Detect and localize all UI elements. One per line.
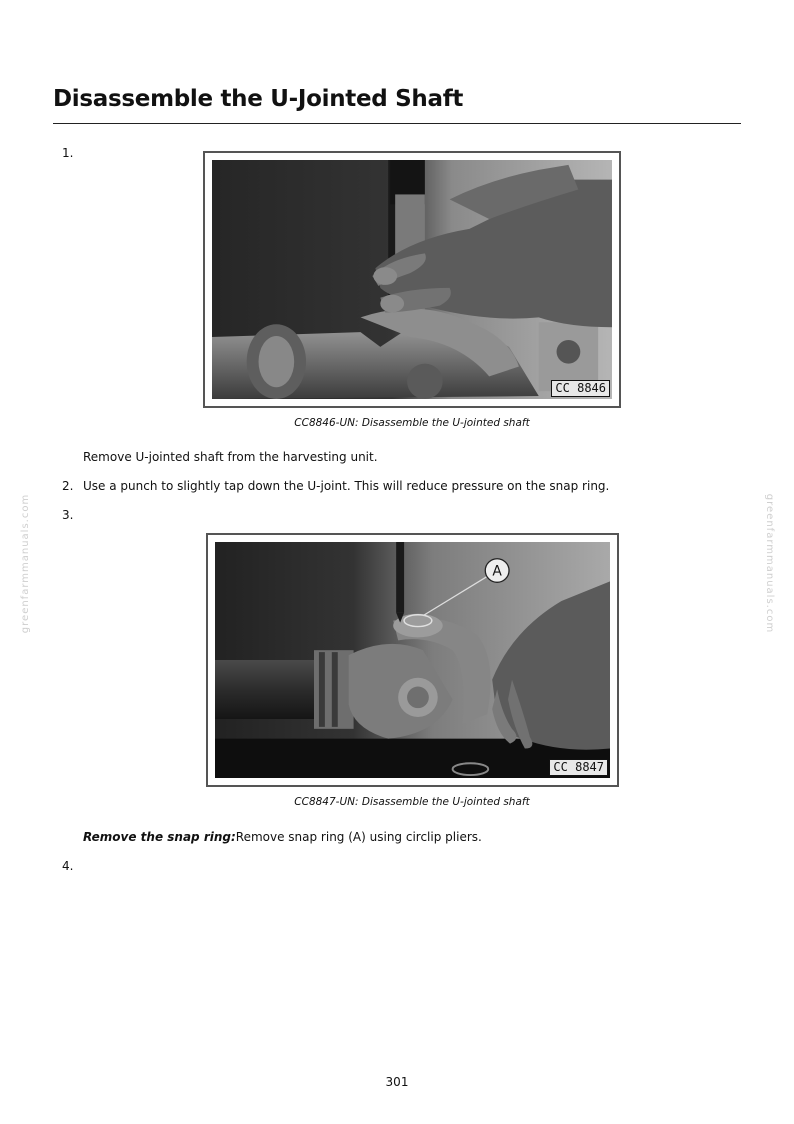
title-divider: [53, 123, 741, 124]
page-number: 301: [385, 1075, 409, 1089]
figure-1: [203, 151, 621, 408]
step-number-4: 4.: [62, 859, 74, 873]
step-number-2: 2.: [62, 479, 74, 493]
figure-2-photo: [215, 542, 610, 778]
step-number-3: 3.: [62, 508, 74, 522]
figure-1-caption: CC8846-UN: Disassemble the U-jointed shaft: [294, 417, 530, 429]
figure-2-caption: CC8847-UN: Disassemble the U-jointed shaft: [294, 796, 530, 808]
step-number-1: 1.: [62, 146, 74, 160]
step-3-lead: Remove the snap ring:: [83, 830, 236, 844]
figure-1-code-label: CC 8846: [551, 380, 610, 397]
watermark-left: greenfarmmanuals.com: [20, 493, 32, 634]
callout-a-label: A: [492, 563, 502, 580]
figure-2-code-label: CC 8847: [549, 759, 608, 776]
step-3-text: [83, 830, 482, 844]
step-1-text: Remove U-jointed shaft from the harvesting unit.: [83, 450, 378, 464]
step-3-body: Remove snap ring (A) using circlip pliers.: [235, 830, 482, 844]
step-2-text: Use a punch to slightly tap down the U-joint. This will reduce pressure on the snap ring.: [83, 479, 610, 493]
page-title: Disassemble the U-Jointed Shaft: [53, 86, 464, 112]
watermark-right: greenfarmmanuals.com: [764, 493, 776, 634]
figure-1-photo: [212, 160, 612, 399]
figure-2: [206, 533, 619, 787]
